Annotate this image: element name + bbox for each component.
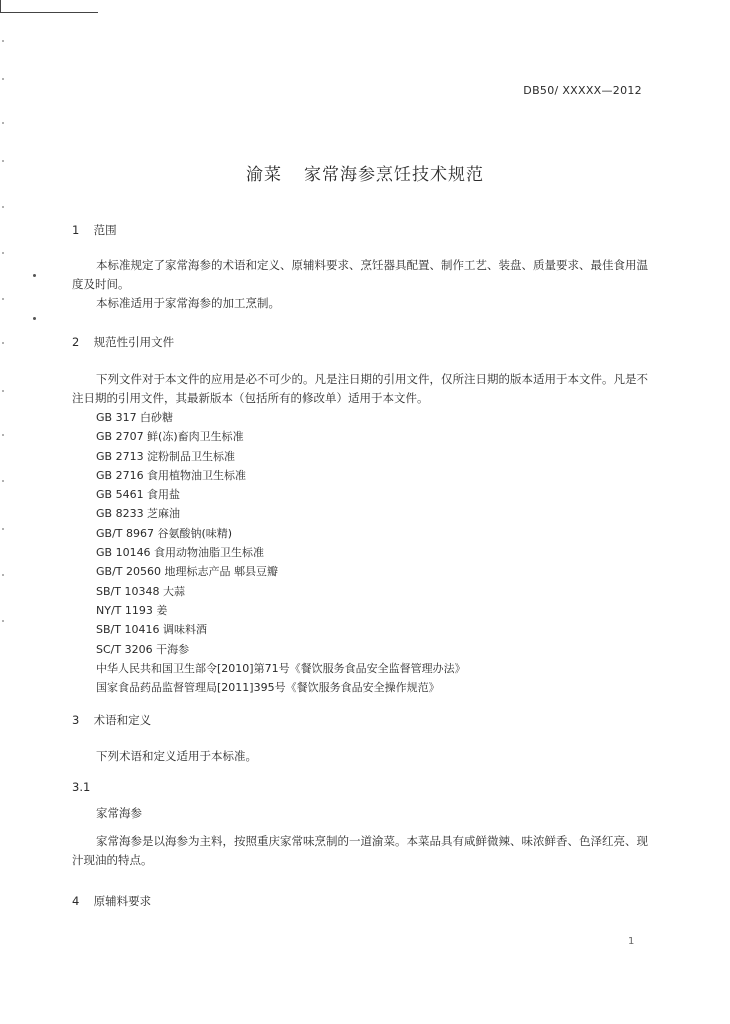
scan-border-corner — [0, 0, 100, 14]
reference-list — [96, 408, 466, 697]
reference-item: GB 8233 芝麻油 — [96, 507, 181, 521]
paragraph-text: 家常海参是以海参为主料，按照重庆家常味烹制的一道渝菜。本菜品具有咸鲜微辣、味浓鲜香、色泽红亮、现汁现油的特点。 — [72, 834, 648, 867]
section-title: 术语和定义 — [93, 713, 152, 727]
reference-item: GB/T 8967 谷氨酸钠(味精) — [96, 526, 233, 540]
reference-item: NY/T 1193 姜 — [96, 603, 168, 617]
reference-item: 中华人民共和国卫生部令[2010]第71号《餐饮服务食品安全监督管理办法》 — [96, 661, 466, 675]
scope-paragraph-1 — [72, 256, 652, 294]
reference-item: 国家食品药品监督管理局[2011]395号《餐饮服务食品安全操作规范》 — [96, 681, 440, 695]
reference-item: GB 10146 食用动物油脂卫生标准 — [96, 546, 265, 560]
section-number: 3 — [72, 713, 80, 727]
section-heading-normative-references — [72, 334, 174, 350]
scan-border-line — [0, 12, 98, 13]
reference-item: GB/T 20560 地理标志产品 郫县豆瓣 — [96, 565, 278, 579]
margin-bullet-dot — [33, 274, 36, 277]
title-category: 渝菜 — [246, 165, 282, 185]
page-number: 1 — [628, 936, 635, 947]
reference-item: GB 2707 鲜(冻)畜肉卫生标准 — [96, 430, 244, 444]
scan-border-line — [0, 0, 1, 13]
reference-item: SB/T 10348 大蒜 — [96, 584, 185, 598]
reference-item: GB 5461 食用盐 — [96, 488, 181, 502]
section-heading-terms — [72, 712, 151, 728]
subsection-number: 3.1 — [72, 780, 91, 794]
paragraph-text: 下列文件对于本文件的应用是必不可少的。凡是注日期的引用文件，仅所注日期的版本适用于本文件。凡是不注日期的引用文件，其最新版本（包括所有的修改单）适用于本文件。 — [72, 372, 648, 405]
section-title: 原辅料要求 — [93, 894, 152, 908]
binding-margin-dots — [2, 30, 6, 630]
term-name: 家常海参 — [96, 806, 142, 820]
reference-item: GB 2713 淀粉制品卫生标准 — [96, 449, 236, 463]
scope-paragraph-2 — [72, 294, 652, 313]
margin-bullet-dot — [33, 317, 36, 320]
title-main: 家常海参烹饪技术规范 — [304, 165, 484, 185]
term-definition — [72, 832, 652, 870]
section-number: 4 — [72, 894, 80, 908]
standard-code: DB50/ XXXXX—2012 — [523, 84, 642, 97]
paragraph-text: 下列术语和定义适用于本标准。 — [96, 749, 257, 763]
paragraph-text: 本标准规定了家常海参的术语和定义、原辅料要求、烹饪器具配置、制作工艺、装盘、质量要求、最佳食用温度及时间。 — [72, 258, 648, 291]
references-intro-paragraph — [72, 370, 652, 408]
paragraph-text: 本标准适用于家常海参的加工烹制。 — [96, 296, 280, 310]
reference-item: SC/T 3206 干海参 — [96, 642, 190, 656]
section-title: 规范性引用文件 — [93, 335, 175, 349]
section-heading-raw-materials — [72, 893, 151, 909]
document-title — [0, 160, 730, 185]
section-heading-scope — [72, 222, 117, 238]
terms-intro-paragraph — [72, 747, 652, 766]
section-number: 1 — [72, 223, 80, 237]
section-title: 范围 — [93, 223, 117, 237]
reference-item: GB 317 白砂糖 — [96, 411, 174, 424]
section-number: 2 — [72, 335, 80, 349]
reference-item: GB 2716 食用植物油卫生标准 — [96, 468, 247, 482]
reference-item: SB/T 10416 调味料酒 — [96, 623, 207, 637]
